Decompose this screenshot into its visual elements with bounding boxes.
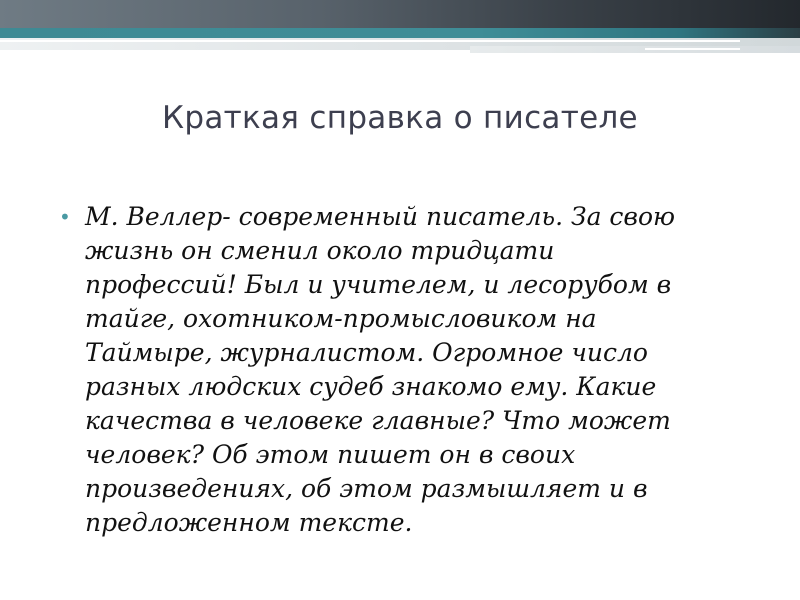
- header-band-dark: [0, 0, 800, 28]
- slide-content: [55, 200, 755, 540]
- bullet-text: М. Веллер- современный писатель. За свою жизнь он сменил около тридцати профессий! Был и учителем, и лесорубом в тайге, охотником-промысловиком на Таймыре, журналистом. Огромное число разных людских судеб знакомо ему. Какие качества в человеке главные? Что может человек? Об этом пишет он в своих произведениях, об этом размышляет и в предложенном тексте.: [85, 202, 676, 537]
- bullet-item: [55, 200, 755, 540]
- header-divider-line-secondary: [645, 48, 740, 50]
- slide-title: Краткая справка о писателе: [162, 100, 638, 136]
- bullet-dot-icon: •: [59, 205, 71, 229]
- header-divider-line: [0, 40, 740, 42]
- header-band-light-secondary: [470, 46, 800, 53]
- header-band-teal: [0, 28, 800, 38]
